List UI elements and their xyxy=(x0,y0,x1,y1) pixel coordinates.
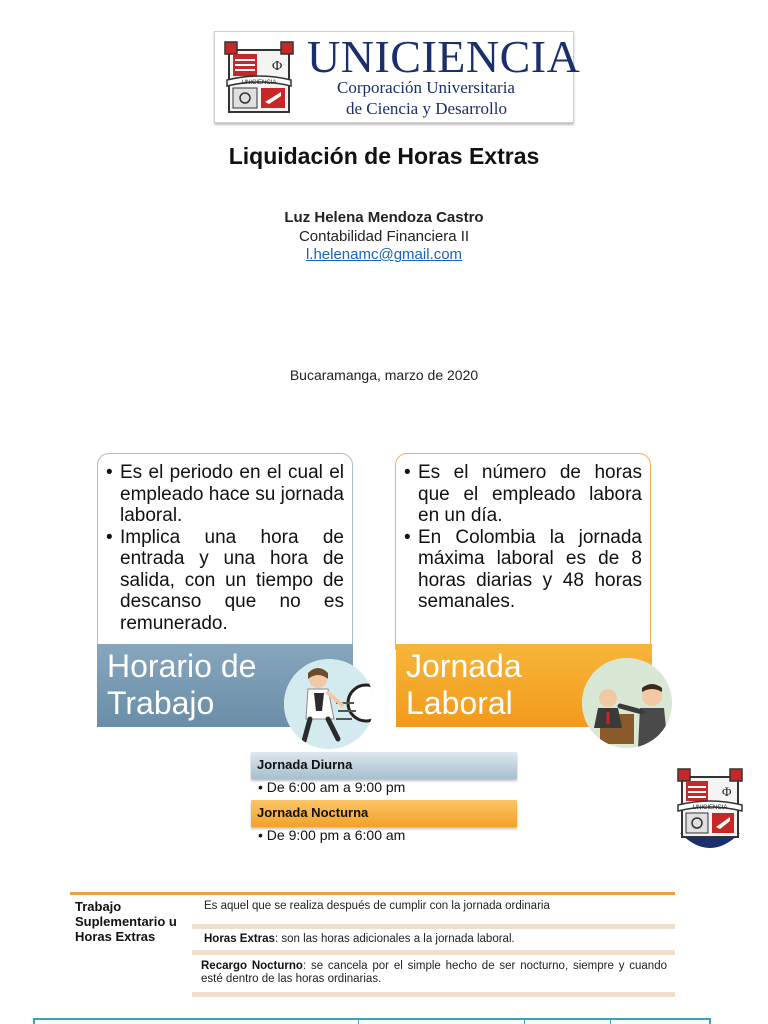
table-top-rule xyxy=(70,892,675,895)
course-name: Contabilidad Financiera II xyxy=(298,228,470,245)
office-workers-illustration-icon xyxy=(582,658,672,748)
jornada-diurna-bar: Jornada Diurna xyxy=(251,752,517,779)
bottom-table-divider xyxy=(610,1020,611,1024)
horario-bullet-1: • Es el periodo en el cual el empleado hace su jornada laboral. xyxy=(106,462,344,527)
jornada-nocturna-range: • De 9:00 pm a 6:00 am xyxy=(258,827,406,843)
table-row-definition: Es aquel que se realiza después de cumplir con la jornada ordinaria xyxy=(204,900,550,912)
jornada-nocturna-bar: Jornada Nocturna xyxy=(251,800,517,827)
university-crest-icon xyxy=(219,36,299,118)
recargo-nocturno-text: : se cancela por el simple hecho de ser nocturno, siempre y cuando esté dentro de las horas ordinarias. xyxy=(201,960,667,985)
university-crest-small-icon xyxy=(672,763,748,855)
jornada-banner-line1: Jornada xyxy=(406,648,522,684)
worker-clock-illustration-icon xyxy=(284,659,374,749)
svg-text:Φ: Φ xyxy=(272,59,283,74)
horario-banner-line2: Trabajo xyxy=(107,685,215,721)
crest-small-label: UNICIENCIA xyxy=(692,805,728,811)
jornada-diurna-range: • De 6:00 am a 9:00 pm xyxy=(258,779,406,795)
horario-bullets xyxy=(106,462,344,634)
table-row-separator xyxy=(192,924,675,929)
table-row-recargo-nocturno xyxy=(201,960,667,986)
bottom-table-divider xyxy=(524,1020,525,1024)
jornada-diurna-range-text: De 6:00 am a 9:00 pm xyxy=(266,779,406,795)
jornada-bullet-2: • En Colombia la jornada máxima laboral es de 8 horas diarias y 48 horas semanales. xyxy=(404,527,642,613)
recargo-nocturno-term: Recargo Nocturno xyxy=(201,960,303,972)
jornada-nocturna-range-text: De 9:00 pm a 6:00 am xyxy=(266,827,406,843)
brand-subtitle-line2: de Ciencia y Desarrollo xyxy=(346,99,507,118)
table-row-separator xyxy=(192,950,675,955)
table-header-cell: Trabajo Suplementario u Horas Extras xyxy=(75,899,177,944)
jornada-banner-line2: Laboral xyxy=(406,685,513,721)
bottom-table-divider xyxy=(358,1020,359,1024)
document-title: Liquidación de Horas Extras xyxy=(228,143,540,169)
horario-card xyxy=(97,453,353,650)
horario-bullet-2: • Implica una hora de entrada y una hora de salida, con un tiempo de descanso que no es remunerado. xyxy=(106,527,344,635)
table-row-separator xyxy=(192,992,675,997)
horas-extras-text: : son las horas adicionales a la jornada laboral. xyxy=(274,933,515,945)
jornada-bullets xyxy=(404,462,642,613)
uniciencia-logo xyxy=(214,31,581,123)
brand-name: UNICIENCIA xyxy=(307,31,581,82)
table-row-horas-extras xyxy=(204,933,687,946)
horas-extras-term: Horas Extras xyxy=(204,933,275,945)
svg-text:Φ: Φ xyxy=(722,784,732,799)
place-date: Bucaramanga, marzo de 2020 xyxy=(289,367,479,383)
crest-label: UNICIENCIA xyxy=(241,80,277,86)
brand-subtitle-line1: Corporación Universitaria xyxy=(337,78,515,97)
author-email-link[interactable]: l.helenamc@gmail.com xyxy=(305,246,463,263)
horario-banner-line1: Horario de xyxy=(107,648,257,684)
jornada-card xyxy=(395,453,651,650)
author-name: Luz Helena Mendoza Castro xyxy=(284,209,484,226)
jornada-bullet-1: • Es el número de horas que el empleado labora en un día. xyxy=(404,462,642,527)
bottom-table-edge xyxy=(33,1018,711,1024)
